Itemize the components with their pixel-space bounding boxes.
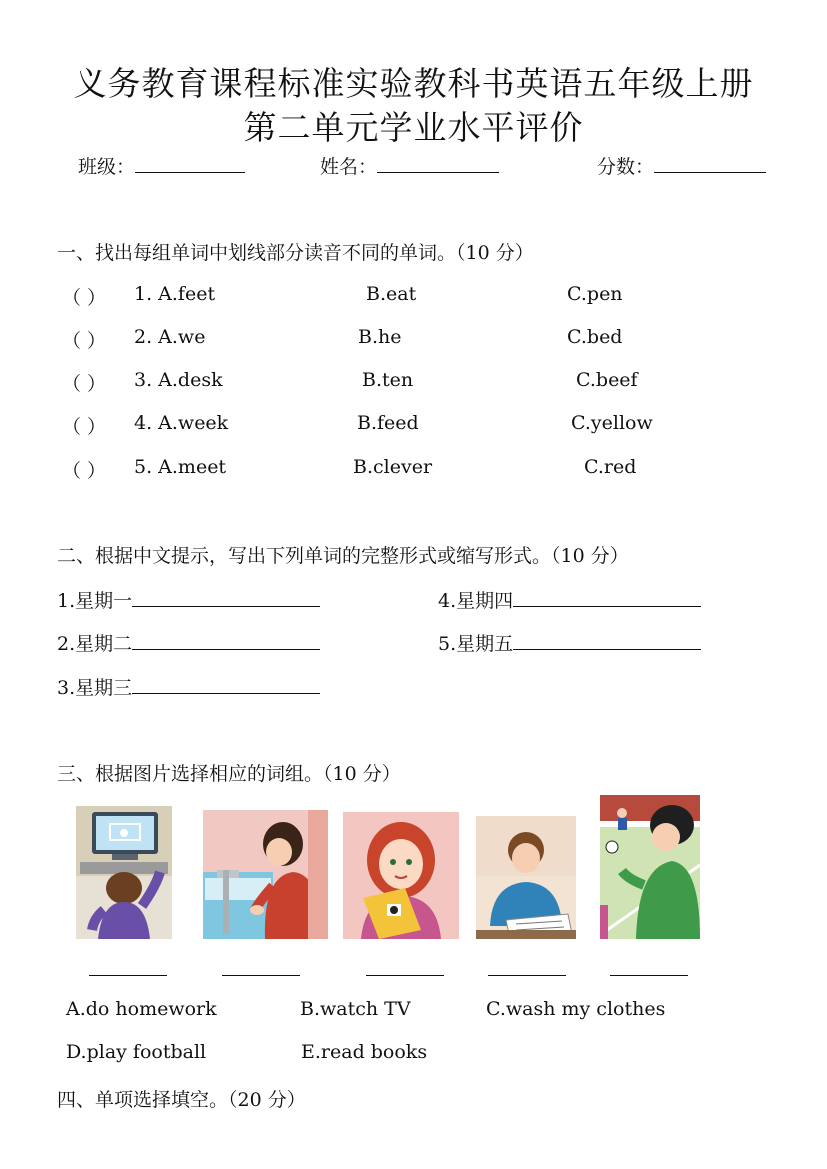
s1-item-3-a: 3. A.desk <box>134 369 223 391</box>
s1-item-3-b: B.ten <box>362 369 414 391</box>
s2-item-2 <box>57 629 320 656</box>
section1-heading: 一、找出每组单词中划线部分读音不同的单词。（10 分） <box>57 242 534 264</box>
picture-5-answer-blank[interactable] <box>610 975 688 976</box>
s2-item-5 <box>438 629 701 656</box>
s1-item-5-a: 5. A.meet <box>134 456 227 478</box>
picture-2-answer-blank[interactable] <box>222 975 300 976</box>
s1-item-2-a: 2. A.we <box>134 326 206 348</box>
class-blank[interactable] <box>135 154 245 173</box>
picture-do-homework <box>476 816 576 939</box>
picture-3-answer-blank[interactable] <box>366 975 444 976</box>
s1-item-1-paren[interactable]: （ ） <box>62 287 107 309</box>
s1-item-4-c: C.yellow <box>571 412 653 434</box>
picture-watch-tv <box>76 806 172 939</box>
name-blank[interactable] <box>377 154 499 173</box>
s1-item-4-paren[interactable]: （ ） <box>62 416 107 438</box>
s2-item-1 <box>57 586 320 613</box>
class-label: 班级： <box>78 156 136 178</box>
s1-item-2-c: C.bed <box>567 326 623 348</box>
s1-item-1-a: 1. A.feet <box>134 283 216 305</box>
class-field <box>78 152 245 179</box>
s2-item-3-label: 3.星期三 <box>57 677 133 699</box>
s2-item-4-blank[interactable] <box>513 588 701 607</box>
option-c: C.wash my clothes <box>486 998 666 1020</box>
s1-item-3-paren[interactable]: （ ） <box>62 373 107 395</box>
s2-item-4-label: 4.星期四 <box>438 590 514 612</box>
page-title: 义务教育课程标准实验教科书英语五年级上册 <box>73 64 754 103</box>
score-label: 分数： <box>597 156 655 178</box>
s1-item-4-b: B.feed <box>357 412 419 434</box>
s1-item-5-b: B.clever <box>353 456 433 478</box>
s1-item-2-b: B.he <box>358 326 402 348</box>
option-a: A.do homework <box>66 998 217 1020</box>
picture-read-books <box>343 812 459 939</box>
name-field <box>320 152 499 179</box>
s1-item-5-c: C.red <box>584 456 637 478</box>
s1-item-2-paren[interactable]: （ ） <box>62 330 107 352</box>
s2-item-2-label: 2.星期二 <box>57 633 133 655</box>
s2-item-1-blank[interactable] <box>132 588 320 607</box>
name-label: 姓名： <box>320 156 378 178</box>
s2-item-4 <box>438 586 701 613</box>
s1-item-5-paren[interactable]: （ ） <box>62 460 107 482</box>
s2-item-3 <box>57 673 320 700</box>
page-subtitle: 第二单元学业水平评价 <box>243 108 584 147</box>
option-d: D.play football <box>66 1041 207 1063</box>
s1-item-4-a: 4. A.week <box>134 412 229 434</box>
s1-item-1-c: C.pen <box>567 283 623 305</box>
score-blank[interactable] <box>654 154 766 173</box>
s1-item-1-b: B.eat <box>366 283 417 305</box>
section2-heading: 二、根据中文提示，写出下列单词的完整形式或缩写形式。（10 分） <box>57 545 629 567</box>
s1-item-3-c: C.beef <box>576 369 638 391</box>
section4-heading: 四、单项选择填空。（20 分） <box>57 1089 306 1111</box>
section3-heading: 三、根据图片选择相应的词组。（10 分） <box>57 763 401 785</box>
option-e: E.read books <box>301 1041 428 1063</box>
picture-1-answer-blank[interactable] <box>89 975 167 976</box>
s2-item-1-label: 1.星期一 <box>57 590 133 612</box>
picture-4-answer-blank[interactable] <box>488 975 566 976</box>
s2-item-5-blank[interactable] <box>513 631 701 650</box>
s2-item-3-blank[interactable] <box>132 675 320 694</box>
s2-item-2-blank[interactable] <box>132 631 320 650</box>
s2-item-5-label: 5.星期五 <box>438 633 514 655</box>
score-field <box>597 152 766 179</box>
picture-wash-clothes <box>203 810 328 939</box>
picture-play-football <box>600 795 700 939</box>
option-b: B.watch TV <box>300 998 411 1020</box>
